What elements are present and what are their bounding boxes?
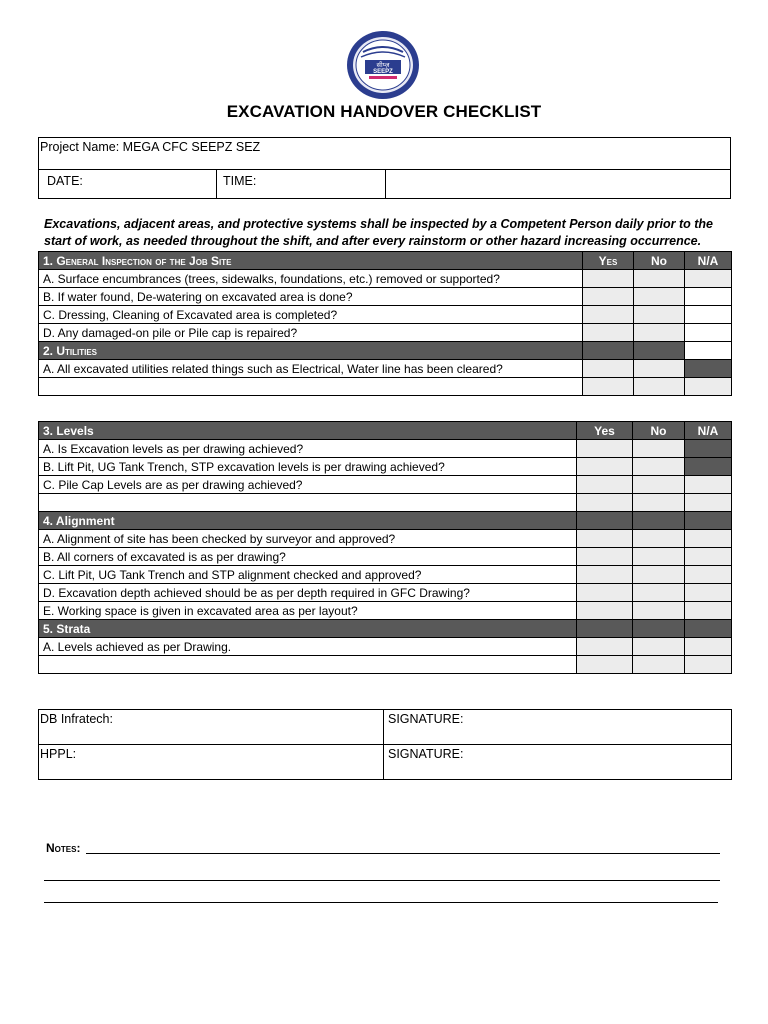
checklist-row — [39, 602, 732, 620]
checklist-table-2 — [38, 421, 732, 674]
no-cell[interactable] — [633, 566, 685, 584]
na-cell[interactable] — [685, 476, 732, 494]
svg-text:सीप्ज़: सीप्ज़ — [376, 61, 390, 69]
header-filler — [634, 342, 685, 360]
checklist-row — [39, 306, 732, 324]
header-filler — [685, 620, 732, 638]
header-filler — [685, 512, 732, 530]
signature-label: SIGNATURE: — [388, 712, 464, 726]
empty-item — [39, 494, 577, 512]
checklist-item: A. Alignment of site has been checked by surveyor and approved? — [39, 530, 577, 548]
section-heading: 1. General Inspection of the Job Site — [39, 252, 583, 270]
na-cell[interactable] — [685, 440, 732, 458]
signature-table — [38, 709, 732, 780]
col-no: No — [634, 252, 685, 270]
no-cell[interactable] — [633, 584, 685, 602]
checklist-item: D. Any damaged-on pile or Pile cap is repaired? — [39, 324, 583, 342]
checklist-item: C. Pile Cap Levels are as per drawing achieved? — [39, 476, 577, 494]
project-header-table — [38, 137, 731, 199]
col-yes: Yes — [583, 252, 634, 270]
section-heading: 4. Alignment — [39, 512, 577, 530]
na-cell[interactable] — [685, 270, 732, 288]
checklist-row-empty — [39, 494, 732, 512]
notes-label: Notes: — [46, 841, 81, 855]
instructions-text: Excavations, adjacent areas, and protective systems shall be inspected by a Competent Person daily prior to the start of work, as needed throughout the shift, and after every rainstorm or other hazard increasing occurrence. — [44, 217, 713, 248]
na-cell[interactable] — [685, 602, 732, 620]
date-label: DATE: — [47, 174, 83, 188]
checklist-row — [39, 476, 732, 494]
no-cell[interactable] — [634, 288, 685, 306]
na-cell[interactable] — [685, 306, 732, 324]
section-header-levels — [39, 422, 732, 440]
na-cell[interactable] — [685, 566, 732, 584]
notes-line-2[interactable] — [44, 880, 720, 881]
section-heading: 2. Utilities — [39, 342, 583, 360]
project-name: Project Name: MEGA CFC SEEPZ SEZ — [40, 140, 261, 154]
checklist-item: E. Working space is given in excavated area as per layout? — [39, 602, 577, 620]
yes-cell[interactable] — [577, 494, 633, 512]
checklist-item: A. All excavated utilities related things such as Electrical, Water line has been cleared? — [39, 360, 583, 378]
no-cell[interactable] — [633, 530, 685, 548]
header-filler — [633, 620, 685, 638]
empty-item — [39, 378, 583, 396]
checklist-table-1 — [38, 251, 732, 396]
section-header-strata — [39, 620, 732, 638]
na-cell[interactable] — [685, 458, 732, 476]
no-cell[interactable] — [634, 378, 685, 396]
signature-cell-2[interactable] — [384, 745, 732, 780]
header-filler — [577, 512, 633, 530]
checklist-row — [39, 566, 732, 584]
na-cell[interactable] — [685, 324, 732, 342]
yes-cell[interactable] — [577, 440, 633, 458]
header-filler — [685, 342, 732, 360]
section-heading: 3. Levels — [39, 422, 577, 440]
no-cell[interactable] — [633, 440, 685, 458]
na-cell[interactable] — [685, 360, 732, 378]
no-cell[interactable] — [633, 494, 685, 512]
na-cell[interactable] — [685, 584, 732, 602]
no-cell[interactable] — [633, 602, 685, 620]
checklist-item: A. Is Excavation levels as per drawing achieved? — [39, 440, 577, 458]
header-filler — [633, 512, 685, 530]
na-cell[interactable] — [685, 494, 732, 512]
yes-cell[interactable] — [577, 656, 633, 674]
yes-cell[interactable] — [577, 476, 633, 494]
yes-cell[interactable] — [583, 360, 634, 378]
no-cell[interactable] — [634, 324, 685, 342]
checklist-item: B. If water found, De-watering on excavated area is done? — [39, 288, 583, 306]
section-header-utilities — [39, 342, 732, 360]
no-cell[interactable] — [633, 548, 685, 566]
yes-cell[interactable] — [577, 638, 633, 656]
col-na: N/A — [685, 252, 732, 270]
empty-item — [39, 656, 577, 674]
col-no: No — [633, 422, 685, 440]
checklist-row — [39, 324, 732, 342]
yes-cell[interactable] — [577, 458, 633, 476]
yes-cell[interactable] — [583, 324, 634, 342]
hppl-cell[interactable] — [39, 745, 384, 780]
checklist-row-empty — [39, 656, 732, 674]
na-cell[interactable] — [685, 638, 732, 656]
checklist-row — [39, 548, 732, 566]
time-label: TIME: — [223, 174, 257, 188]
section-header-alignment — [39, 512, 732, 530]
notes-line-3[interactable] — [44, 902, 718, 903]
hppl-label: HPPL: — [40, 747, 77, 761]
col-yes: Yes — [577, 422, 633, 440]
checklist-item: C. Dressing, Cleaning of Excavated area is completed? — [39, 306, 583, 324]
time-cell[interactable] — [217, 170, 386, 199]
db-infratech-label: DB Infratech: — [40, 712, 113, 726]
header-extra-cell[interactable] — [386, 170, 731, 199]
checklist-item: C. Lift Pit, UG Tank Trench and STP alignment checked and approved? — [39, 566, 577, 584]
checklist-item: D. Excavation depth achieved should be as per depth required in GFC Drawing? — [39, 584, 577, 602]
yes-cell[interactable] — [583, 288, 634, 306]
checklist-row — [39, 638, 732, 656]
notes-line-1[interactable] — [86, 853, 720, 854]
checklist-row — [39, 440, 732, 458]
yes-cell[interactable] — [583, 378, 634, 396]
seepz-logo — [345, 30, 421, 100]
section-header-general — [39, 252, 732, 270]
na-cell[interactable] — [685, 288, 732, 306]
signature-label: SIGNATURE: — [388, 747, 464, 761]
na-cell[interactable] — [685, 530, 732, 548]
yes-cell[interactable] — [577, 530, 633, 548]
checklist-item: A. Surface encumbrances (trees, sidewalks, foundations, etc.) removed or supported? — [39, 270, 583, 288]
checklist-row — [39, 458, 732, 476]
checklist-row — [39, 270, 732, 288]
no-cell[interactable] — [633, 656, 685, 674]
db-infratech-cell[interactable] — [39, 710, 384, 745]
svg-text:SEEPZ: SEEPZ — [373, 69, 393, 75]
yes-cell[interactable] — [577, 566, 633, 584]
no-cell[interactable] — [634, 306, 685, 324]
no-cell[interactable] — [633, 458, 685, 476]
checklist-row — [39, 360, 732, 378]
no-cell[interactable] — [634, 360, 685, 378]
col-na: N/A — [685, 422, 732, 440]
yes-cell[interactable] — [577, 584, 633, 602]
no-cell[interactable] — [633, 638, 685, 656]
signature-cell-1[interactable] — [384, 710, 732, 745]
checklist-item: B. Lift Pit, UG Tank Trench, STP excavation levels is per drawing achieved? — [39, 458, 577, 476]
na-cell[interactable] — [685, 548, 732, 566]
header-filler — [577, 620, 633, 638]
checklist-row — [39, 530, 732, 548]
no-cell[interactable] — [633, 476, 685, 494]
checklist-item: B. All corners of excavated is as per drawing? — [39, 548, 577, 566]
header-filler — [583, 342, 634, 360]
page-title: EXCAVATION HANDOVER CHECKLIST — [226, 102, 542, 121]
na-cell[interactable] — [685, 378, 732, 396]
checklist-row — [39, 288, 732, 306]
yes-cell[interactable] — [577, 602, 633, 620]
no-cell[interactable] — [634, 270, 685, 288]
section-heading: 5. Strata — [39, 620, 577, 638]
na-cell[interactable] — [685, 656, 732, 674]
date-cell[interactable] — [39, 170, 217, 199]
checklist-item: A. Levels achieved as per Drawing. — [39, 638, 577, 656]
yes-cell[interactable] — [583, 306, 634, 324]
yes-cell[interactable] — [583, 270, 634, 288]
project-name-cell — [39, 138, 731, 170]
checklist-row — [39, 584, 732, 602]
yes-cell[interactable] — [577, 548, 633, 566]
checklist-row-empty — [39, 378, 732, 396]
